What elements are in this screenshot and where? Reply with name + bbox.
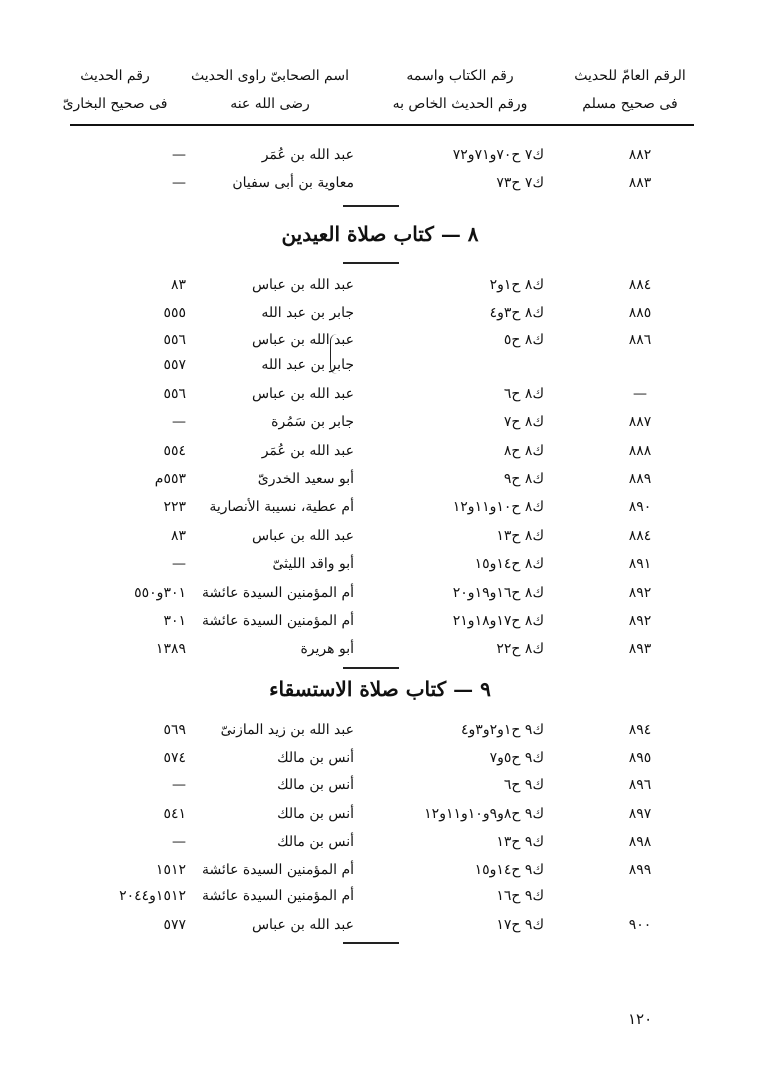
table-row xyxy=(70,608,694,634)
narrator-name: أم المؤمنين السيدة عائشة xyxy=(201,585,354,601)
hadith-number: ٩٠٠ xyxy=(628,917,652,933)
narrator-brace xyxy=(330,334,337,374)
narrator-name: عبد الله بن عُمَر xyxy=(261,147,354,163)
section-title-istisqa: ٩ — كتاب صلاة الاستسقاء xyxy=(269,677,491,701)
narrator-name: أنس بن مالك xyxy=(277,777,354,793)
hadith-number: ٨٩٥ xyxy=(628,750,652,766)
hadith-number: ٨٩٢ xyxy=(628,585,652,601)
table-row xyxy=(70,772,694,798)
hadith-number: ٨٨٤ xyxy=(628,528,652,544)
bukhari-number: ٥٧٤ xyxy=(163,750,186,766)
bukhari-number: ٣٠١ xyxy=(163,613,186,629)
hadith-number: ٨٩٨ xyxy=(628,834,652,850)
table-row xyxy=(70,409,694,435)
table-row xyxy=(70,829,694,855)
narrator-name: جابر بن عبد الله xyxy=(261,357,354,373)
narrator-name: أم عطية، نسيبة الأنصارية xyxy=(209,499,354,515)
narrator-name: أم المؤمنين السيدة عائشة xyxy=(201,862,354,878)
bukhari-number: ٥٥٧ xyxy=(163,357,186,373)
narrator-name: عبد الله بن عباس xyxy=(251,386,354,402)
header-general-number xyxy=(565,62,695,118)
bukhari-number: ٨٣ xyxy=(170,277,186,293)
table-row xyxy=(70,580,694,606)
bukhari-number: ٨٣ xyxy=(170,528,186,544)
book-reference: ك٩ ح٨و٩و١٠و١١و١٢ xyxy=(424,806,544,822)
hadith-number: ٨٩٠ xyxy=(628,499,652,515)
hadith-number: ٨٨٥ xyxy=(628,305,652,321)
header-book-number xyxy=(380,62,540,118)
table-row xyxy=(70,912,694,938)
bukhari-number: ١٥١٢ xyxy=(155,862,186,878)
book-reference: ك٨ ح٩ xyxy=(503,471,544,487)
header-line: اسم الصحابىّ راوى الحديث xyxy=(190,68,349,84)
table-row xyxy=(70,170,694,196)
section-title-eid: ٨ — كتاب صلاة العيدين xyxy=(281,222,479,246)
bukhari-number: ٥٦٩ xyxy=(163,722,186,738)
bukhari-number: ٥٥٦ xyxy=(163,386,186,402)
table-row xyxy=(70,857,694,883)
page-number: ١٢٠ xyxy=(628,1010,653,1028)
narrator-name: عبد الله بن زيد المازنىّ xyxy=(220,722,354,738)
table-row xyxy=(70,381,694,407)
table-row xyxy=(70,523,694,549)
header-narrator xyxy=(170,62,370,118)
table-row xyxy=(70,801,694,827)
bukhari-number: ١٥١٢و٢٠٤٤ xyxy=(119,888,186,904)
hadith-number: ٨٩٩ xyxy=(628,862,652,878)
narrator-name: أم المؤمنين السيدة عائشة xyxy=(201,613,354,629)
hadith-number: ٨٩٣ xyxy=(628,641,652,657)
bukhari-number: ٥٥٥ xyxy=(163,305,186,321)
table-row xyxy=(70,327,694,353)
hadith-number: ٨٨٤ xyxy=(628,277,652,293)
header-line: فى صحيح مسلم xyxy=(582,96,678,112)
bukhari-number: ٥٥٤ xyxy=(163,443,186,459)
table-row xyxy=(70,272,694,298)
book-reference: ك٩ ح١و٢و٣و٤ xyxy=(461,722,544,738)
table-row xyxy=(70,636,694,662)
hadith-number: ٨٩١ xyxy=(628,556,652,572)
book-reference: ك٩ ح٥و٧ xyxy=(489,750,544,766)
hadith-number: ٨٨٩ xyxy=(628,471,652,487)
book-reference: ك٨ ح١٣ xyxy=(496,528,544,544)
narrator-name: أبو هريرة xyxy=(300,641,354,657)
book-reference: ك٨ ح٢٢ xyxy=(496,641,544,657)
bukhari-number: — xyxy=(172,414,186,430)
bukhari-number: — xyxy=(172,556,186,572)
narrator-name: أبو سعيد الخدرىّ xyxy=(257,471,354,487)
section-divider xyxy=(343,942,399,944)
narrator-name: أنس بن مالك xyxy=(277,750,354,766)
header-bukhari-number xyxy=(50,62,180,118)
header-line: رضى الله عنه xyxy=(230,96,310,112)
header-line: فى صحيح البخارىّ xyxy=(62,96,168,112)
hadith-number: ٨٨٢ xyxy=(628,147,652,163)
hadith-number: — xyxy=(633,386,647,402)
narrator-name: عبد الله بن عباس xyxy=(251,332,354,348)
bukhari-number: ٢٢٣ xyxy=(163,499,186,515)
narrator-name: أم المؤمنين السيدة عائشة xyxy=(201,888,354,904)
book-reference: ك٨ ح١٧و١٨و٢١ xyxy=(452,613,544,629)
table-row xyxy=(70,438,694,464)
header-line: رقم الكتاب واسمه xyxy=(406,68,514,84)
book-reference: ك٩ ح١٣ xyxy=(496,834,544,850)
bukhari-number: ٥٧٧ xyxy=(163,917,186,933)
hadith-number: ٨٨٦ xyxy=(628,332,652,348)
book-reference: ك٨ ح٥ xyxy=(503,332,544,348)
narrator-name: عبد الله بن عباس xyxy=(251,917,354,933)
table-row xyxy=(70,352,694,378)
hadith-number: ٨٨٨ xyxy=(628,443,652,459)
section-divider xyxy=(343,262,399,264)
book-reference: ك٧ ح٧٠و٧١و٧٢ xyxy=(452,147,544,163)
book-reference: ك٨ ح٣و٤ xyxy=(489,305,544,321)
book-reference: ك٧ ح٧٣ xyxy=(496,175,544,191)
book-reference: ك٨ ح١٤و١٥ xyxy=(474,556,544,572)
bukhari-number: ٥٤١ xyxy=(163,806,186,822)
table-row xyxy=(70,745,694,771)
hadith-number: ٨٩٢ xyxy=(628,613,652,629)
bukhari-number: ٥٥٣م xyxy=(154,471,186,487)
narrator-name: عبد الله بن عباس xyxy=(251,277,354,293)
bukhari-number: — xyxy=(172,834,186,850)
book-reference: ك٨ ح١٠و١١و١٢ xyxy=(452,499,544,515)
table-row xyxy=(70,883,694,909)
narrator-name: أنس بن مالك xyxy=(277,806,354,822)
narrator-name: عبد الله بن عباس xyxy=(251,528,354,544)
narrator-name: جابر بن سَمُرة xyxy=(271,414,354,430)
table-row xyxy=(70,717,694,743)
bukhari-number: — xyxy=(172,147,186,163)
narrator-name: عبد الله بن عُمَر xyxy=(261,443,354,459)
book-reference: ك٨ ح٦ xyxy=(503,386,544,402)
book-reference: ك٨ ح٨ xyxy=(503,443,544,459)
table-row xyxy=(70,300,694,326)
narrator-name: جابر بن عبد الله xyxy=(261,305,354,321)
hadith-number: ٨٩٧ xyxy=(628,806,652,822)
header-line: الرقم العامّ للحديث xyxy=(574,68,686,84)
section-divider xyxy=(343,667,399,669)
narrator-name: معاوية بن أبى سفيان xyxy=(232,175,354,191)
book-reference: ك٨ ح١و٢ xyxy=(489,277,544,293)
book-reference: ك٩ ح١٤و١٥ xyxy=(474,862,544,878)
hadith-number: ٨٨٣ xyxy=(628,175,652,191)
header-rule xyxy=(70,124,694,126)
header-line: ورقم الحديث الخاص به xyxy=(392,96,528,112)
bukhari-number: ١٣٨٩ xyxy=(155,641,186,657)
table-row xyxy=(70,551,694,577)
narrator-name: أنس بن مالك xyxy=(277,834,354,850)
bukhari-number: ٥٥٦ xyxy=(163,332,186,348)
hadith-number: ٨٩٦ xyxy=(628,777,652,793)
book-reference: ك٩ ح١٦ xyxy=(496,888,544,904)
table-row xyxy=(70,142,694,168)
table-row xyxy=(70,466,694,492)
header-line: رقم الحديث xyxy=(80,68,150,84)
hadith-number: ٨٩٤ xyxy=(628,722,652,738)
bukhari-number: — xyxy=(172,777,186,793)
book-reference: ك٨ ح٧ xyxy=(503,414,544,430)
book-reference: ك٨ ح١٦و١٩و٢٠ xyxy=(452,585,544,601)
hadith-number: ٨٨٧ xyxy=(628,414,652,430)
book-reference: ك٩ ح٦ xyxy=(503,777,544,793)
table-row xyxy=(70,494,694,520)
narrator-name: أبو واقد الليثىّ xyxy=(272,556,354,572)
bukhari-number: — xyxy=(172,175,186,191)
section-divider xyxy=(343,205,399,207)
bukhari-number: ٣٠١و٥٥٠ xyxy=(134,585,186,601)
book-reference: ك٩ ح١٧ xyxy=(496,917,544,933)
